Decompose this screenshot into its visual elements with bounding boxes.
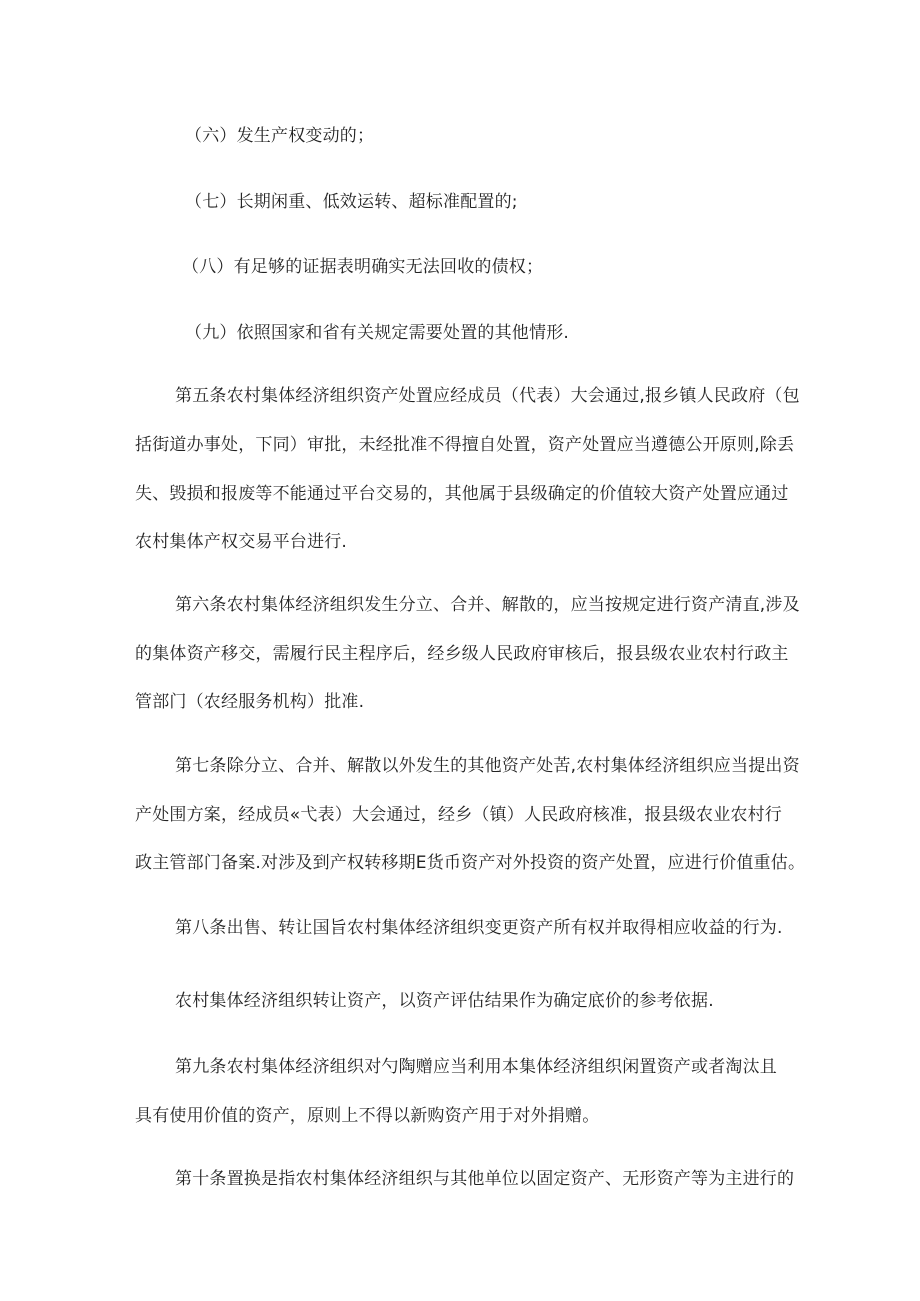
item-eight: （八）有足够的证据表明确实无法回收的债权；	[182, 257, 544, 277]
article-nine-line-1: 第九条农村集体经济组织对勺陶赠应当利用本集体经济组织闲置资产或者淘汰且	[175, 1057, 777, 1077]
item-six: （六）发生产权变动的；	[185, 126, 375, 146]
article-six-line-2: 的集体资产移交，需履行民主程序后，经乡级人民政府审核后，报县级农业农村行政主	[135, 644, 789, 664]
article-five-line-3: 失、毁损和报废等不能通过平台交易的，其他属于县级确定的价值较大资产处置应通过	[135, 484, 789, 504]
article-five-line-4: 农村集体产权交易平台进行.	[135, 532, 348, 552]
article-nine-line-2: 具有使用价值的资产，原则上不得以新购资产用于对外捐赠。	[135, 1106, 600, 1126]
article-ten-line-1: 第十条置换是指农村集体经济组织与其他单位以固定资产、无形资产等为主进行的	[175, 1169, 795, 1189]
article-seven-line-3: 政主管部门备案.对涉及到产权转移期E货币资产对外投资的资产处置，应进行价值重估。	[135, 853, 806, 873]
article-five-line-1: 第五条农村集体经济组织资产处置应经成员（代表）大会通过,报乡镇人民政府（包	[175, 386, 800, 406]
article-five-line-2: 括街道办事处，下同）审批，未经批准不得擅自处置，资产处置应当遵德公开原则,除丢	[135, 435, 795, 455]
article-eight-line-1: 第八条出售、转让国旨农村集体经济组织变更资产所有权并取得相应收益的行为.	[175, 918, 783, 938]
article-seven-line-2: 产处围方案，经成员«弋表）大会通过，经乡（镇）人民政府核准，报县级农业农村行	[135, 805, 782, 825]
article-seven-line-1: 第七条除分立、合并、解散以外发生的其他资产处苦,农村集体经济组织应当提出资	[175, 756, 800, 776]
item-seven: （七）长期闲重、低效运转、超标准配置的;	[185, 192, 518, 212]
article-six-line-3: 管部门（农经服务机构）批准.	[135, 692, 365, 712]
article-six-line-1: 第六条农村集体经济组织发生分立、合并、解散的，应当按规定进行资产清直,涉及	[175, 595, 800, 615]
item-nine: （九）依照国家和省有关规定需要处置的其他情形.	[185, 323, 570, 343]
article-eight-line-2: 农村集体经济组织转让资产，以资产评估结果作为确定底价的参考依据.	[175, 991, 714, 1011]
